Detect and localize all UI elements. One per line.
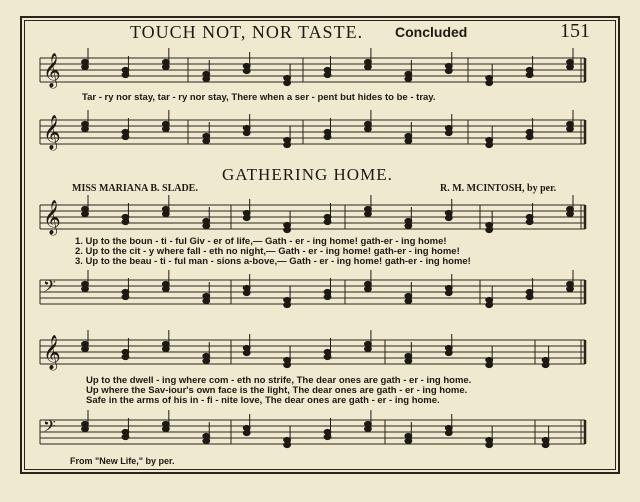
note-head	[542, 437, 549, 442]
note-head	[324, 294, 331, 299]
note-head	[567, 126, 574, 131]
note-head	[526, 67, 533, 72]
note-head	[405, 353, 412, 358]
note-head	[162, 421, 169, 426]
note-head	[486, 142, 493, 147]
note-head	[405, 293, 412, 298]
treble-clef: 𝄞	[43, 115, 61, 150]
note-head	[243, 130, 250, 135]
note-head	[405, 298, 412, 303]
footnote: From "New Life," by per.	[70, 456, 175, 466]
note-head	[203, 433, 210, 438]
note-head	[162, 64, 169, 69]
note-head	[243, 68, 250, 73]
note-head	[445, 130, 452, 135]
note-head	[284, 302, 291, 307]
note-head	[122, 67, 129, 72]
treble-clef: 𝄞	[43, 200, 61, 235]
note-head	[526, 294, 533, 299]
note-head	[526, 214, 533, 219]
note-head	[445, 68, 452, 73]
note-head	[82, 206, 89, 211]
note-head	[82, 421, 89, 426]
note-head	[365, 126, 372, 131]
note-head	[324, 72, 331, 77]
note-head	[122, 434, 129, 439]
note-head	[445, 290, 452, 295]
note-head	[203, 138, 210, 143]
bass-clef: 𝄢	[43, 416, 56, 440]
note-head	[486, 302, 493, 307]
note-head	[445, 210, 452, 215]
note-head	[324, 129, 331, 134]
note-head	[82, 121, 89, 126]
note-head	[486, 357, 493, 362]
note-head	[162, 346, 169, 351]
note-head	[82, 346, 89, 351]
note-head	[526, 219, 533, 224]
note-head	[203, 298, 210, 303]
note-head	[405, 358, 412, 363]
note-head	[567, 64, 574, 69]
lyricist-credit: MISS MARIANA B. SLADE.	[72, 183, 198, 194]
note-head	[284, 142, 291, 147]
note-head	[284, 80, 291, 85]
note-head	[324, 214, 331, 219]
note-head	[82, 286, 89, 291]
note-head	[82, 341, 89, 346]
note-head	[445, 285, 452, 290]
verse-3-line-1: 3. Up to the beau - ti - ful man - sions a-bove,— Gath - er - ing home! gath-er - ing home!	[75, 256, 471, 267]
note-head	[486, 362, 493, 367]
note-head	[365, 281, 372, 286]
note-head	[445, 125, 452, 130]
note-head	[284, 357, 291, 362]
note-head	[405, 138, 412, 143]
note-head	[122, 349, 129, 354]
note-head	[284, 437, 291, 442]
note-head	[243, 350, 250, 355]
note-head	[405, 76, 412, 81]
note-head	[203, 293, 210, 298]
note-head	[162, 206, 169, 211]
note-head	[486, 75, 493, 80]
note-head	[542, 357, 549, 362]
song1-lyrics: Tar - ry nor stay, tar - ry nor stay, There when a ser - pent but hides to be - tray.	[82, 92, 436, 103]
verse-3-line-2: Safe in the arms of his in - fi - nite love, The dear ones are gath - er - ing home.	[86, 395, 440, 406]
note-head	[526, 289, 533, 294]
note-head	[162, 281, 169, 286]
note-head	[365, 206, 372, 211]
note-head	[405, 438, 412, 443]
note-head	[284, 227, 291, 232]
note-head	[445, 430, 452, 435]
note-head	[324, 219, 331, 224]
note-head	[405, 433, 412, 438]
note-head	[284, 222, 291, 227]
note-head	[365, 346, 372, 351]
note-head	[162, 211, 169, 216]
bass-clef: 𝄢	[43, 276, 56, 300]
note-head	[542, 362, 549, 367]
note-head	[526, 72, 533, 77]
note-head	[324, 349, 331, 354]
note-head	[567, 211, 574, 216]
note-head	[486, 297, 493, 302]
note-head	[405, 223, 412, 228]
note-head	[243, 125, 250, 130]
note-head	[365, 421, 372, 426]
note-head	[162, 121, 169, 126]
note-head	[486, 437, 493, 442]
note-head	[203, 353, 210, 358]
note-head	[122, 72, 129, 77]
note-head	[82, 281, 89, 286]
note-head	[445, 345, 452, 350]
verse-1-line-2: Up to the dwell - ing where com - eth no strife, The dear ones are gath - er - ing home.	[86, 375, 472, 386]
note-head	[122, 214, 129, 219]
note-head	[567, 281, 574, 286]
note-head	[486, 137, 493, 142]
page-number: 151	[560, 20, 590, 42]
note-head	[567, 59, 574, 64]
verse-2-line-2: Up where the Sav-iour's own face is the light, The dear ones are gath - er - ing home.	[86, 385, 468, 396]
note-head	[122, 289, 129, 294]
note-head	[365, 426, 372, 431]
note-head	[82, 64, 89, 69]
note-head	[324, 67, 331, 72]
note-head	[162, 126, 169, 131]
note-head	[284, 362, 291, 367]
song1-title: TOUCH NOT, NOR TASTE.	[130, 22, 364, 42]
note-head	[82, 426, 89, 431]
note-head	[405, 133, 412, 138]
treble-clef: 𝄞	[43, 53, 61, 88]
note-head	[405, 218, 412, 223]
note-head	[542, 442, 549, 447]
note-head	[526, 129, 533, 134]
note-head	[243, 345, 250, 350]
note-head	[324, 289, 331, 294]
treble-clef: 𝄞	[43, 335, 61, 370]
note-head	[445, 63, 452, 68]
note-head	[122, 294, 129, 299]
note-head	[365, 211, 372, 216]
verse-2-line-1: 2. Up to the cit - y where fall - eth no night,— Gath - er - ing home! gath-er - ing home!	[75, 246, 460, 257]
note-head	[122, 429, 129, 434]
note-head	[82, 126, 89, 131]
verse-1-line-1: 1. Up to the boun - ti - ful Giv - er of life,— Gath - er - ing home! gath-er - ing home!	[75, 236, 447, 247]
note-head	[526, 134, 533, 139]
note-head	[243, 425, 250, 430]
note-head	[203, 438, 210, 443]
note-head	[567, 206, 574, 211]
note-head	[243, 430, 250, 435]
note-head	[486, 227, 493, 232]
note-head	[445, 425, 452, 430]
note-head	[324, 429, 331, 434]
note-head	[203, 76, 210, 81]
note-head	[243, 63, 250, 68]
note-head	[82, 211, 89, 216]
note-head	[324, 434, 331, 439]
note-head	[486, 222, 493, 227]
note-head	[122, 129, 129, 134]
note-head	[284, 442, 291, 447]
note-head	[203, 223, 210, 228]
note-head	[243, 210, 250, 215]
note-head	[122, 134, 129, 139]
note-head	[82, 59, 89, 64]
note-head	[486, 80, 493, 85]
note-head	[243, 290, 250, 295]
note-head	[284, 137, 291, 142]
note-head	[122, 219, 129, 224]
note-head	[162, 59, 169, 64]
note-head	[203, 358, 210, 363]
note-head	[365, 121, 372, 126]
note-head	[445, 350, 452, 355]
note-head	[243, 215, 250, 220]
note-head	[122, 354, 129, 359]
note-head	[203, 71, 210, 76]
note-head	[567, 286, 574, 291]
note-head	[365, 286, 372, 291]
note-head	[243, 285, 250, 290]
note-head	[365, 341, 372, 346]
composer-credit: R. M. MCINTOSH, by per.	[440, 183, 557, 194]
note-head	[203, 133, 210, 138]
note-head	[445, 215, 452, 220]
note-head	[405, 71, 412, 76]
note-head	[284, 297, 291, 302]
note-head	[284, 75, 291, 80]
note-head	[162, 426, 169, 431]
note-head	[567, 121, 574, 126]
concluded-label: Concluded	[395, 24, 468, 40]
note-head	[365, 64, 372, 69]
song2-title: GATHERING HOME.	[222, 165, 393, 184]
note-head	[162, 341, 169, 346]
note-head	[365, 59, 372, 64]
note-head	[486, 442, 493, 447]
note-head	[324, 354, 331, 359]
note-head	[203, 218, 210, 223]
note-head	[324, 134, 331, 139]
note-head	[162, 286, 169, 291]
